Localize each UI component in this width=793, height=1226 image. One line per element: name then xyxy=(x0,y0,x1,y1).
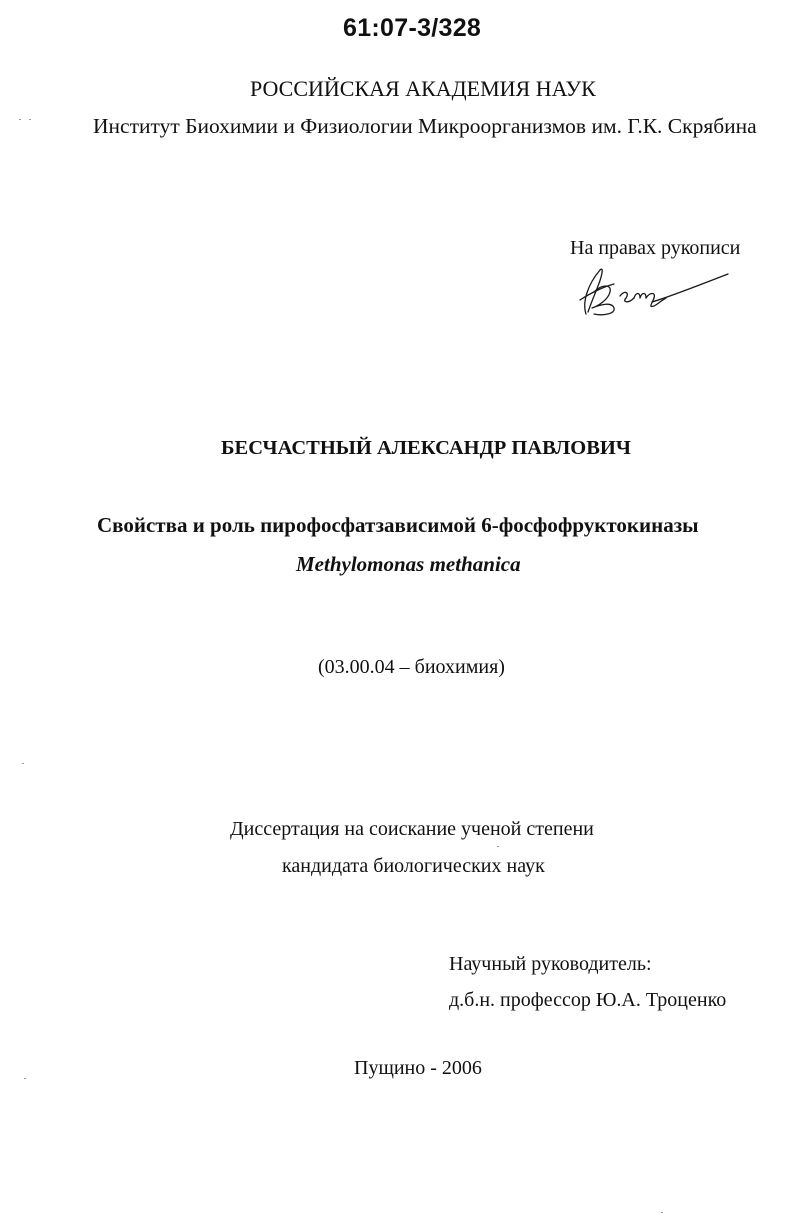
scan-speck xyxy=(22,763,24,764)
specialty-code: (03.00.04 – биохимия) xyxy=(318,656,505,678)
thesis-title-line2: Methylomonas methanica xyxy=(296,552,521,576)
scan-speck xyxy=(19,119,21,120)
dissertation-statement-line2: кандидата биологических наук xyxy=(282,855,545,877)
author-name: БЕСЧАСТНЫЙ АЛЕКСАНДР ПАВЛОВИЧ xyxy=(221,437,631,459)
rights-notice: На правах рукописи xyxy=(570,237,741,259)
scan-speck xyxy=(29,119,31,120)
scan-speck xyxy=(24,1078,26,1079)
advisor-name: д.б.н. профессор Ю.А. Троценко xyxy=(449,989,727,1011)
scan-speck xyxy=(661,1212,663,1213)
dissertation-statement-line1: Диссертация на соискание ученой степени xyxy=(230,818,594,840)
thesis-title-line1: Свойства и роль пирофосфатзависимой 6-фосфофруктокиназы xyxy=(97,513,699,537)
handwritten-signature xyxy=(572,262,732,322)
scan-speck xyxy=(497,846,499,847)
academy-name: РОССИЙСКАЯ АКАДЕМИЯ НАУК xyxy=(250,76,596,101)
place-and-year: Пущино - 2006 xyxy=(354,1057,482,1079)
advisor-label: Научный руководитель: xyxy=(449,953,652,975)
institute-name: Институт Биохимии и Физиологии Микроорганизмов им. Г.К. Скрябина xyxy=(93,114,757,138)
catalog-number: 61:07-3/328 xyxy=(343,14,482,42)
